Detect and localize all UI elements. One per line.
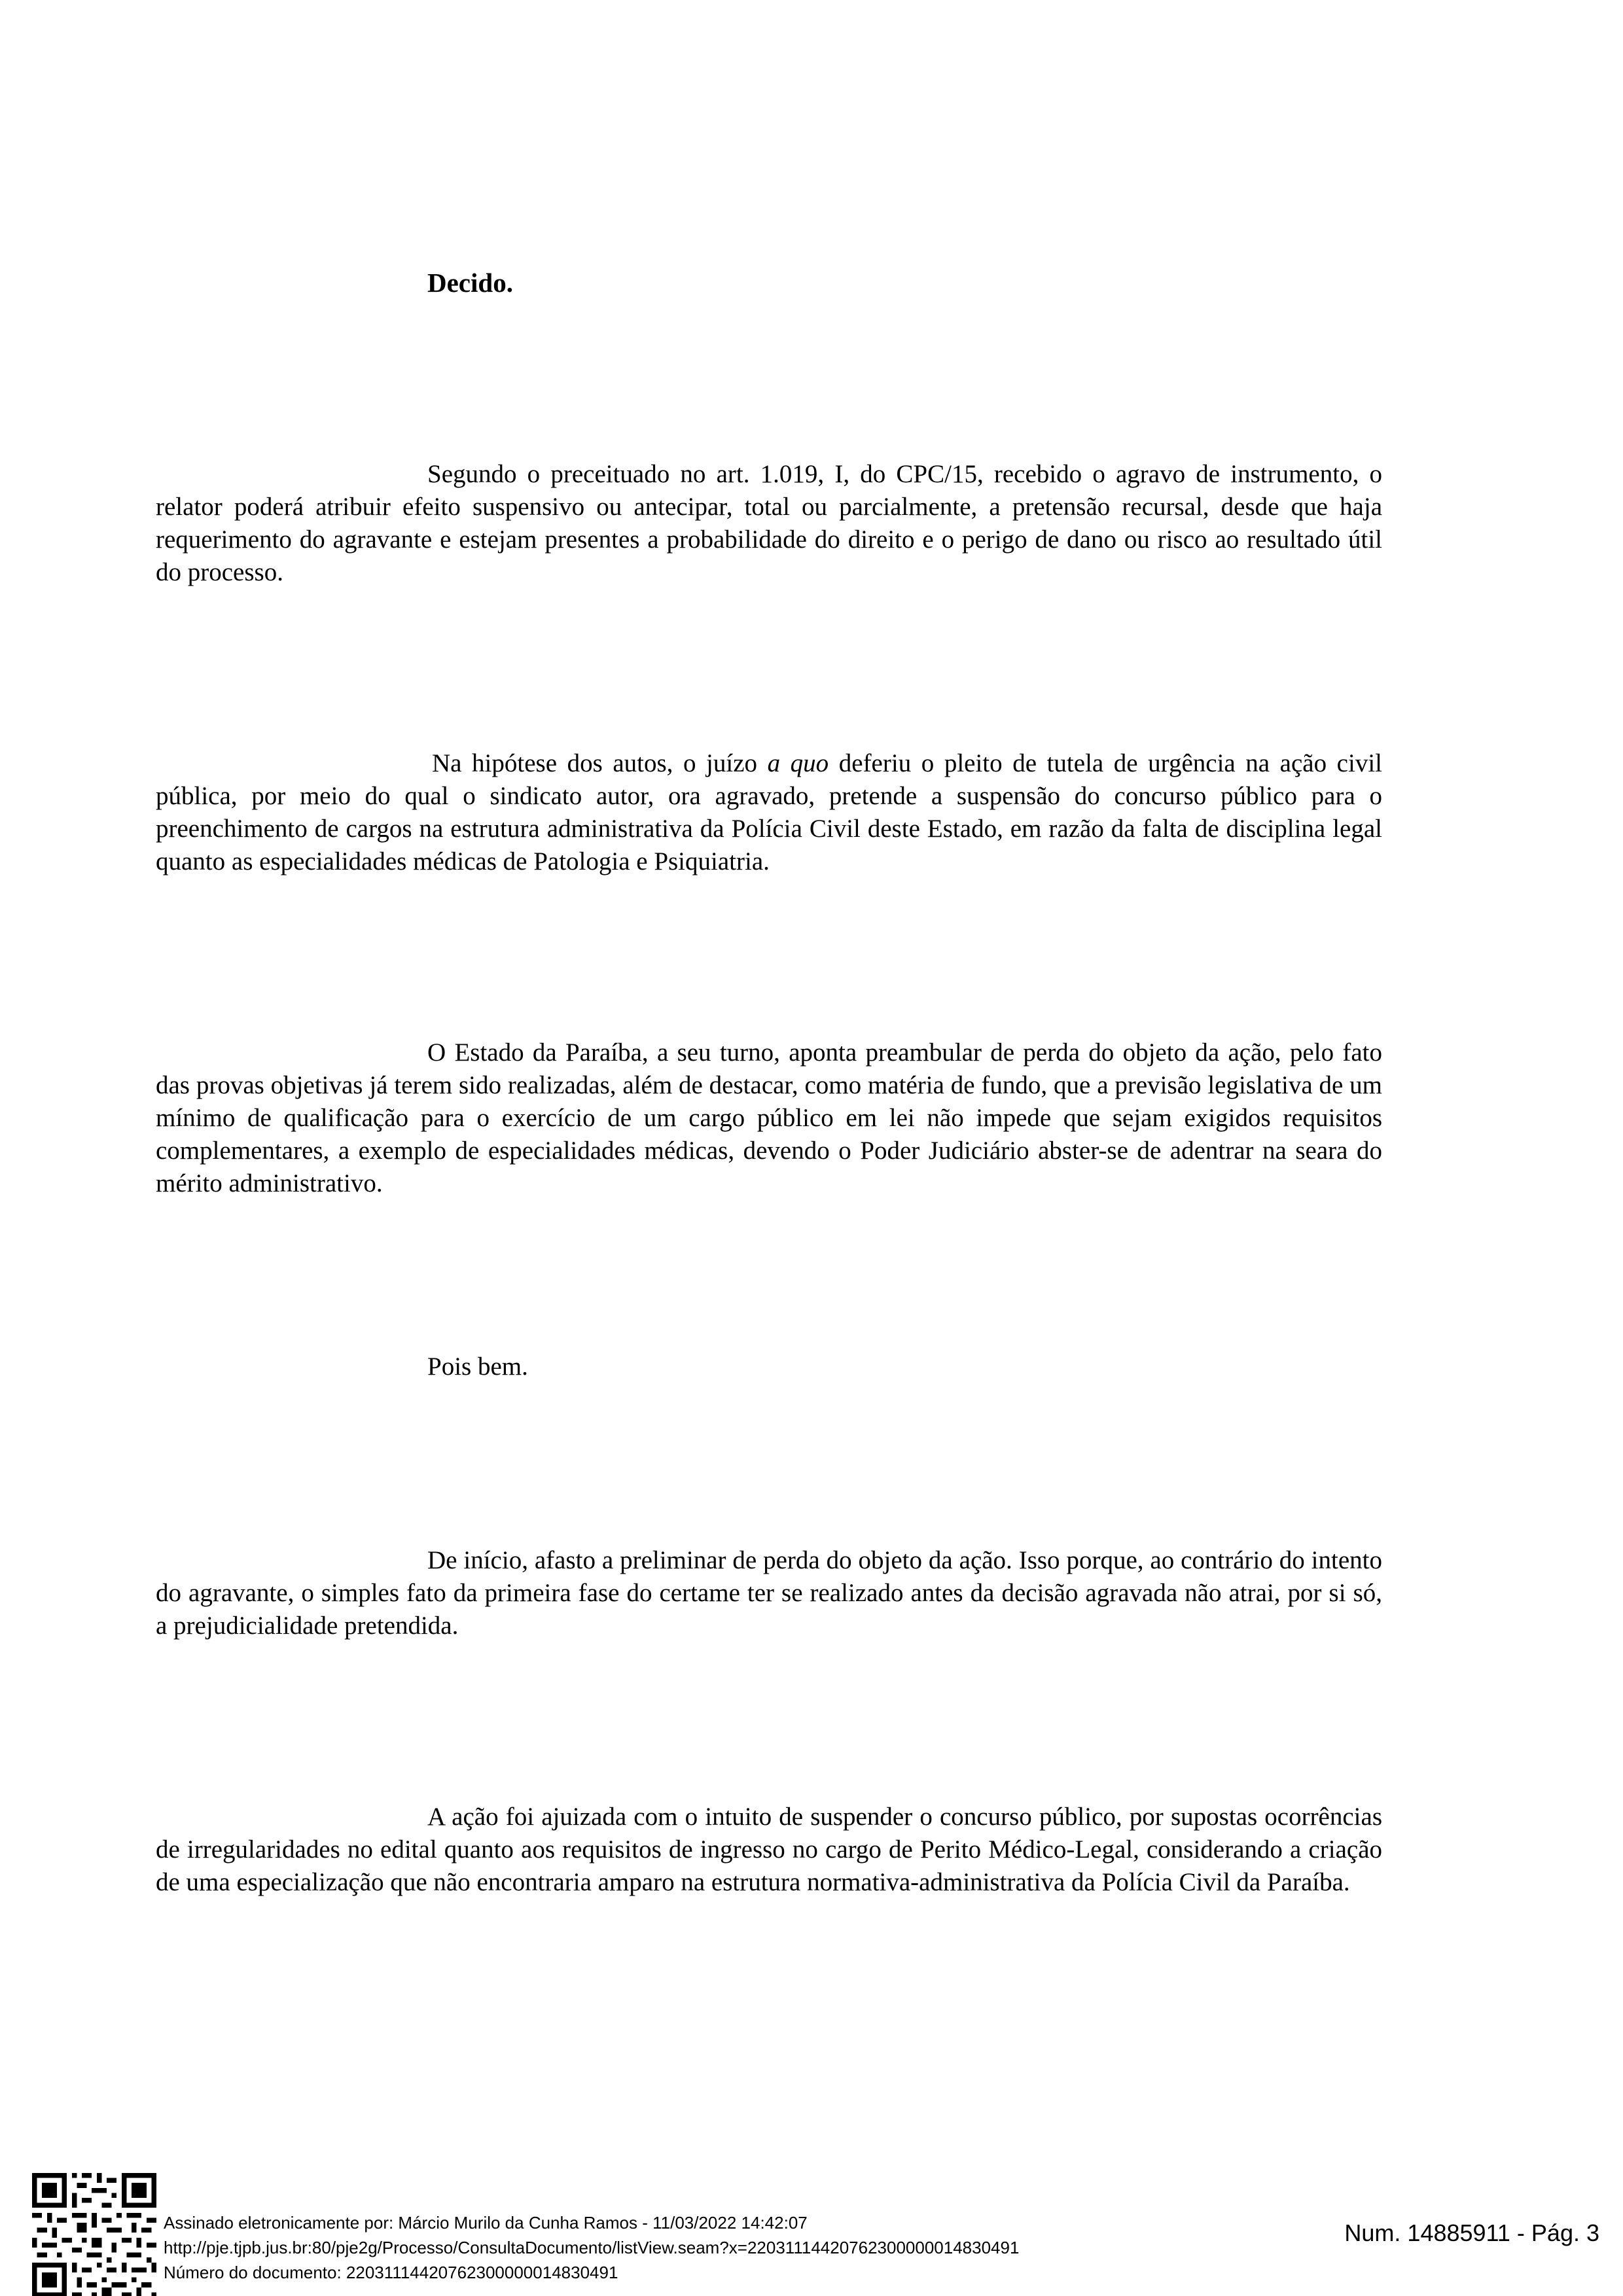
page-reference: Num. 14885911 - Pág. 3 — [1344, 2219, 1599, 2246]
paragraph-5-text: De início, afasto a preliminar de perda do objeto da ação. Isso porque, ao contrário do intento do agravante, o simples fato da primeira fase do certame ter se realizado antes da decisão agravada não atrai, por si só, a prejudicialidade pretendida. — [156, 1546, 1382, 1640]
paragraph-2-italic-term: a quo — [767, 749, 829, 777]
paragraph-2-text-end: deferiu o pleito de tutela de urgência na ação civil pública, por meio do qual o sindicato autor, ora agravado, pretende a suspensão do concurso público para o preenchimento de cargos na estrutura administrativa da Polícia Civil deste Estado, em razão da falta de disciplina legal quanto as especialidades médicas de Patologia e Psiquiatria. — [156, 749, 1382, 875]
signature-line: Assinado eletronicamente por: Márcio Murilo da Cunha Ramos - 11/03/2022 14:42:07 — [164, 2213, 808, 2233]
paragraph-4: Pois bem. — [427, 1352, 528, 1381]
paragraph-1-text: Segundo o preceituado no art. 1.019, I, do CPC/15, recebido o agravo de instrumento, o relator poderá atribuir efeito suspensivo ou antecipar, total ou parcialmente, a pretensão recursal, desde que haja requerimento do agravante e estejam presentes a probabilidade do direito e o perigo de dano ou risco ao resultado útil do processo. — [156, 460, 1382, 586]
document-url[interactable]: http://pje.tjpb.jus.br:80/pje2g/Processo/ConsultaDocumento/listView.seam?x=22031114420762300000014830491 — [164, 2238, 1020, 2257]
paragraph-1 — [156, 458, 1382, 589]
paragraph-6 — [156, 1801, 1382, 1899]
paragraph-2 — [156, 747, 1382, 878]
qr-code-icon — [32, 2173, 156, 2296]
paragraph-3 — [156, 1036, 1382, 1200]
document-number: Número do documento: 22031114420762300000014830491 — [164, 2263, 618, 2282]
section-heading: Decido. — [427, 268, 513, 298]
paragraph-2-text-start: Na hipótese dos autos, o juízo — [432, 749, 768, 777]
paragraph-6-text: A ação foi ajuizada com o intuito de suspender o concurso público, por supostas ocorrências de irregularidades no edital quanto aos requisitos de ingresso no cargo de Perito Médico-Legal, considerando a criação de uma especialização que não encontraria amparo na estrutura normativa-administrativa da Polícia Civil da Paraíba. — [156, 1803, 1382, 1896]
paragraph-5 — [156, 1544, 1382, 1642]
paragraph-3-text: O Estado da Paraíba, a seu turno, aponta preambular de perda do objeto da ação, pelo fato das provas objetivas já terem sido realizadas, além de destacar, como matéria de fundo, que a previsão legislativa de um mínimo de qualificação para o exercício de um cargo público em lei não impede que sejam exigidos requisitos complementares, a exemplo de especialidades médicas, devendo o Poder Judiciário abster-se de adentrar na seara do mérito administrativo. — [156, 1038, 1382, 1197]
